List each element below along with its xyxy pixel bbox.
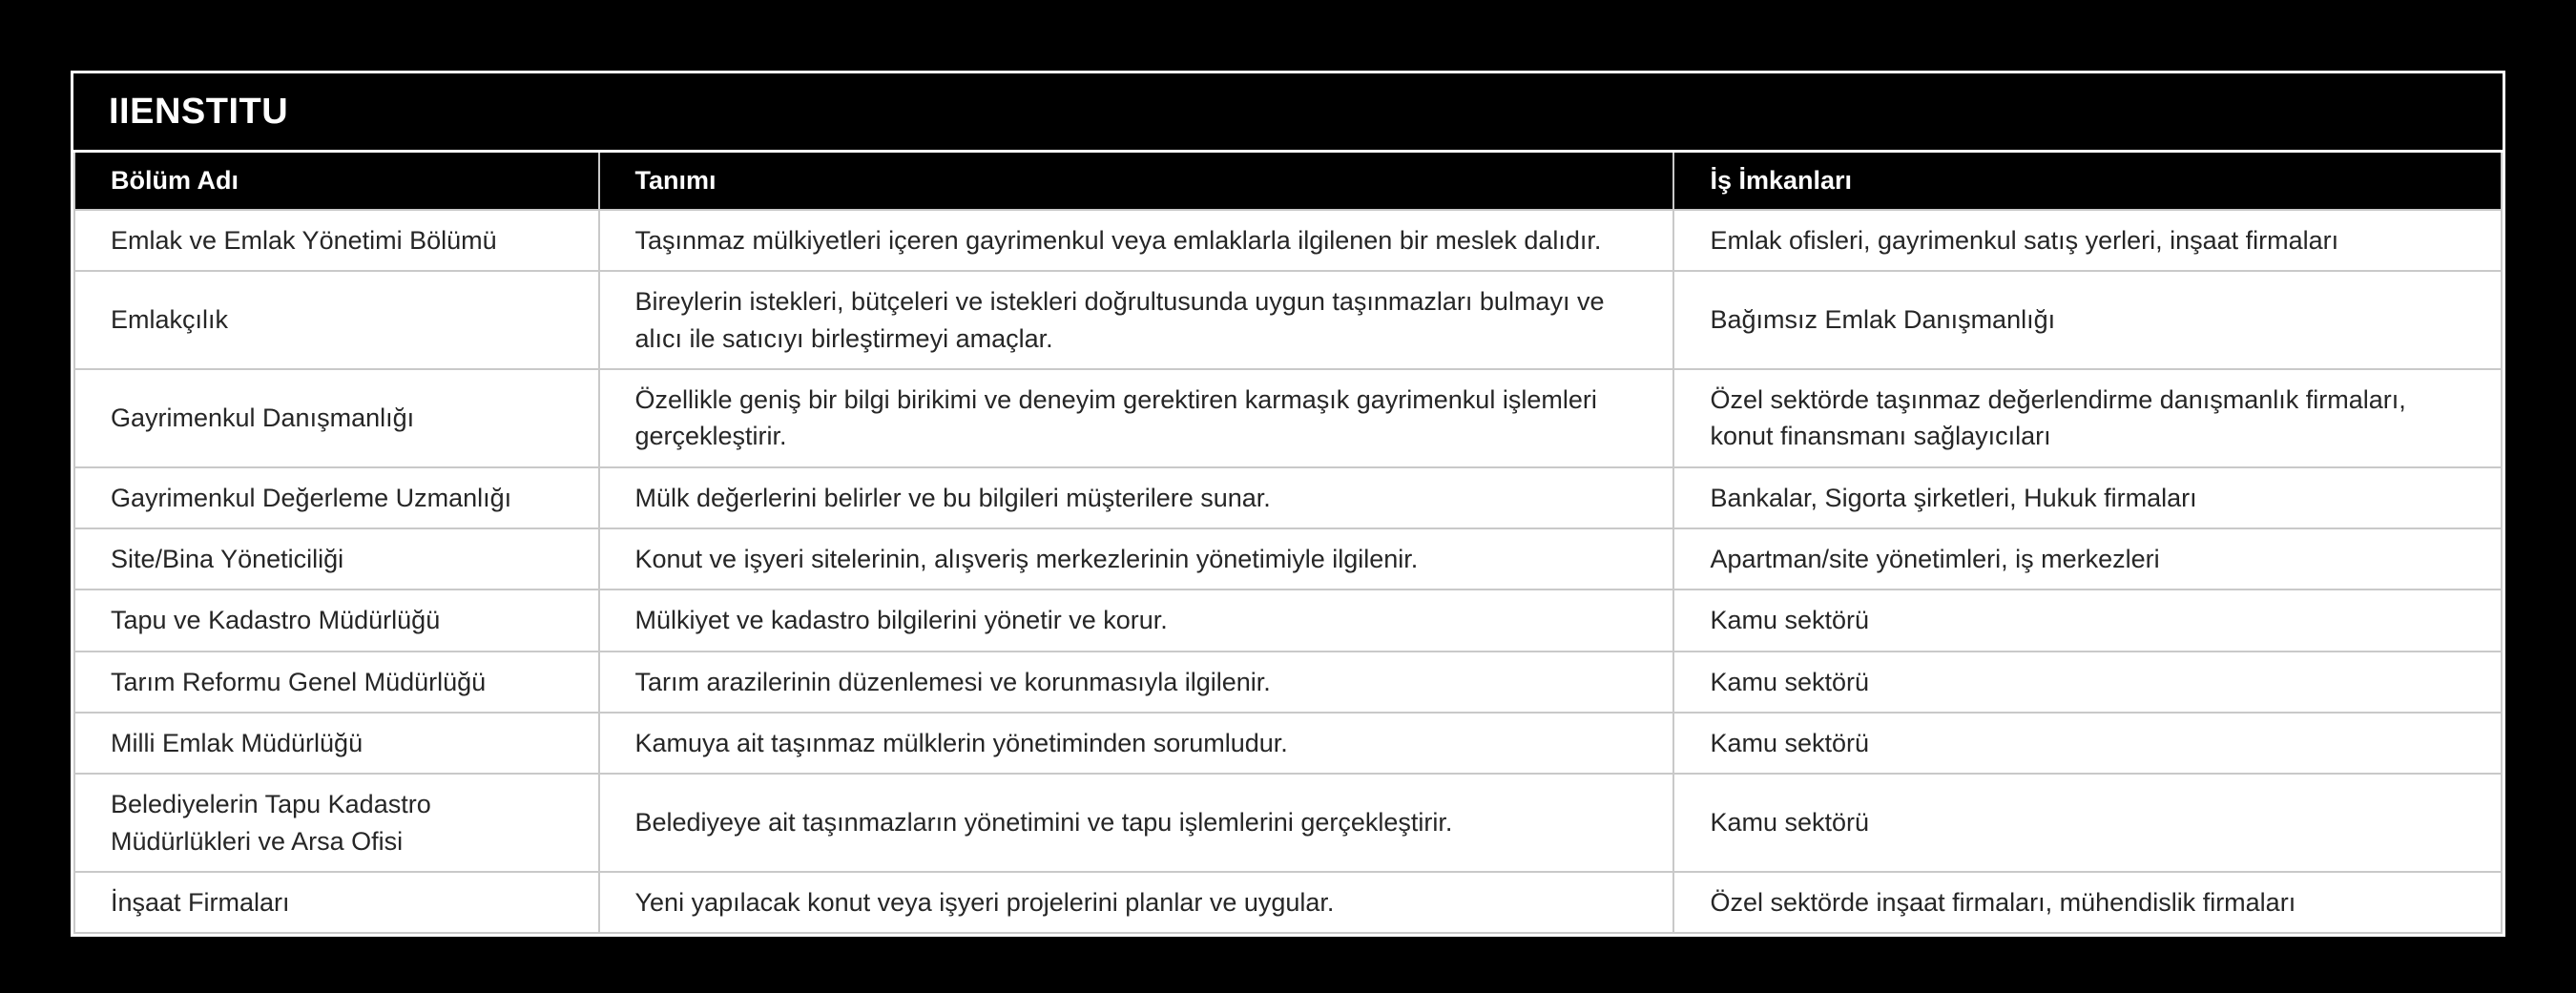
cell-tanimi: Mülkiyet ve kadastro bilgilerini yönetir ve korur. bbox=[599, 590, 1674, 651]
cell-bolum-adi: Emlakçılık bbox=[74, 271, 599, 369]
cell-is-imkanlari: Kamu sektörü bbox=[1673, 713, 2502, 774]
cell-tanimi: Mülk değerlerini belirler ve bu bilgileri müşterilere sunar. bbox=[599, 467, 1674, 528]
column-header-tanimi: Tanımı bbox=[599, 153, 1674, 210]
cell-tanimi: Bireylerin istekleri, bütçeleri ve istekleri doğrultusunda uygun taşınmazları bulmayı ve alıcı ile satıcıyı birleştirmeyi amaçlar. bbox=[599, 271, 1674, 369]
cell-bolum-adi: Tapu ve Kadastro Müdürlüğü bbox=[74, 590, 599, 651]
table-row bbox=[74, 271, 2502, 369]
cell-bolum-adi: Gayrimenkul Danışmanlığı bbox=[74, 369, 599, 467]
cell-is-imkanlari: Kamu sektörü bbox=[1673, 590, 2502, 651]
cell-tanimi: Tarım arazilerinin düzenlemesi ve korunmasıyla ilgilenir. bbox=[599, 652, 1674, 713]
table-row bbox=[74, 369, 2502, 467]
column-header-bolum-adi: Bölüm Adı bbox=[74, 153, 599, 210]
table-title: IIENSTITU bbox=[73, 73, 2503, 153]
cell-is-imkanlari: Kamu sektörü bbox=[1673, 652, 2502, 713]
cell-tanimi: Kamuya ait taşınmaz mülklerin yönetiminden sorumludur. bbox=[599, 713, 1674, 774]
department-table-panel bbox=[71, 71, 2505, 937]
cell-tanimi: Yeni yapılacak konut veya işyeri projelerini planlar ve uygular. bbox=[599, 872, 1674, 933]
cell-tanimi: Taşınmaz mülkiyetleri içeren gayrimenkul veya emlaklarla ilgilenen bir meslek dalıdır. bbox=[599, 210, 1674, 271]
cell-bolum-adi: Emlak ve Emlak Yönetimi Bölümü bbox=[74, 210, 599, 271]
departments-table bbox=[73, 153, 2503, 934]
table-row bbox=[74, 528, 2502, 590]
cell-bolum-adi: Site/Bina Yöneticiliği bbox=[74, 528, 599, 590]
column-header-is-imkanlari: İş İmkanları bbox=[1673, 153, 2502, 210]
cell-bolum-adi: Belediyelerin Tapu Kadastro Müdürlükleri ve Arsa Ofisi bbox=[74, 774, 599, 872]
cell-tanimi: Özellikle geniş bir bilgi birikimi ve deneyim gerektiren karmaşık gayrimenkul işlemleri gerçekleştirir. bbox=[599, 369, 1674, 467]
cell-tanimi: Konut ve işyeri sitelerinin, alışveriş merkezlerinin yönetimiyle ilgilenir. bbox=[599, 528, 1674, 590]
cell-is-imkanlari: Özel sektörde inşaat firmaları, mühendislik firmaları bbox=[1673, 872, 2502, 933]
table-row bbox=[74, 210, 2502, 271]
cell-bolum-adi: Gayrimenkul Değerleme Uzmanlığı bbox=[74, 467, 599, 528]
table-row bbox=[74, 652, 2502, 713]
cell-is-imkanlari: Bağımsız Emlak Danışmanlığı bbox=[1673, 271, 2502, 369]
table-row bbox=[74, 713, 2502, 774]
cell-is-imkanlari: Apartman/site yönetimleri, iş merkezleri bbox=[1673, 528, 2502, 590]
table-row bbox=[74, 590, 2502, 651]
header-row bbox=[74, 153, 2502, 210]
table-row bbox=[74, 872, 2502, 933]
cell-bolum-adi: Tarım Reformu Genel Müdürlüğü bbox=[74, 652, 599, 713]
table-row bbox=[74, 774, 2502, 872]
cell-is-imkanlari: Özel sektörde taşınmaz değerlendirme danışmanlık firmaları, konut finansmanı sağlayıcıları bbox=[1673, 369, 2502, 467]
cell-bolum-adi: Milli Emlak Müdürlüğü bbox=[74, 713, 599, 774]
cell-is-imkanlari: Emlak ofisleri, gayrimenkul satış yerleri, inşaat firmaları bbox=[1673, 210, 2502, 271]
cell-tanimi: Belediyeye ait taşınmazların yönetimini ve tapu işlemlerini gerçekleştirir. bbox=[599, 774, 1674, 872]
cell-is-imkanlari: Bankalar, Sigorta şirketleri, Hukuk firmaları bbox=[1673, 467, 2502, 528]
cell-is-imkanlari: Kamu sektörü bbox=[1673, 774, 2502, 872]
table-row bbox=[74, 467, 2502, 528]
cell-bolum-adi: İnşaat Firmaları bbox=[74, 872, 599, 933]
